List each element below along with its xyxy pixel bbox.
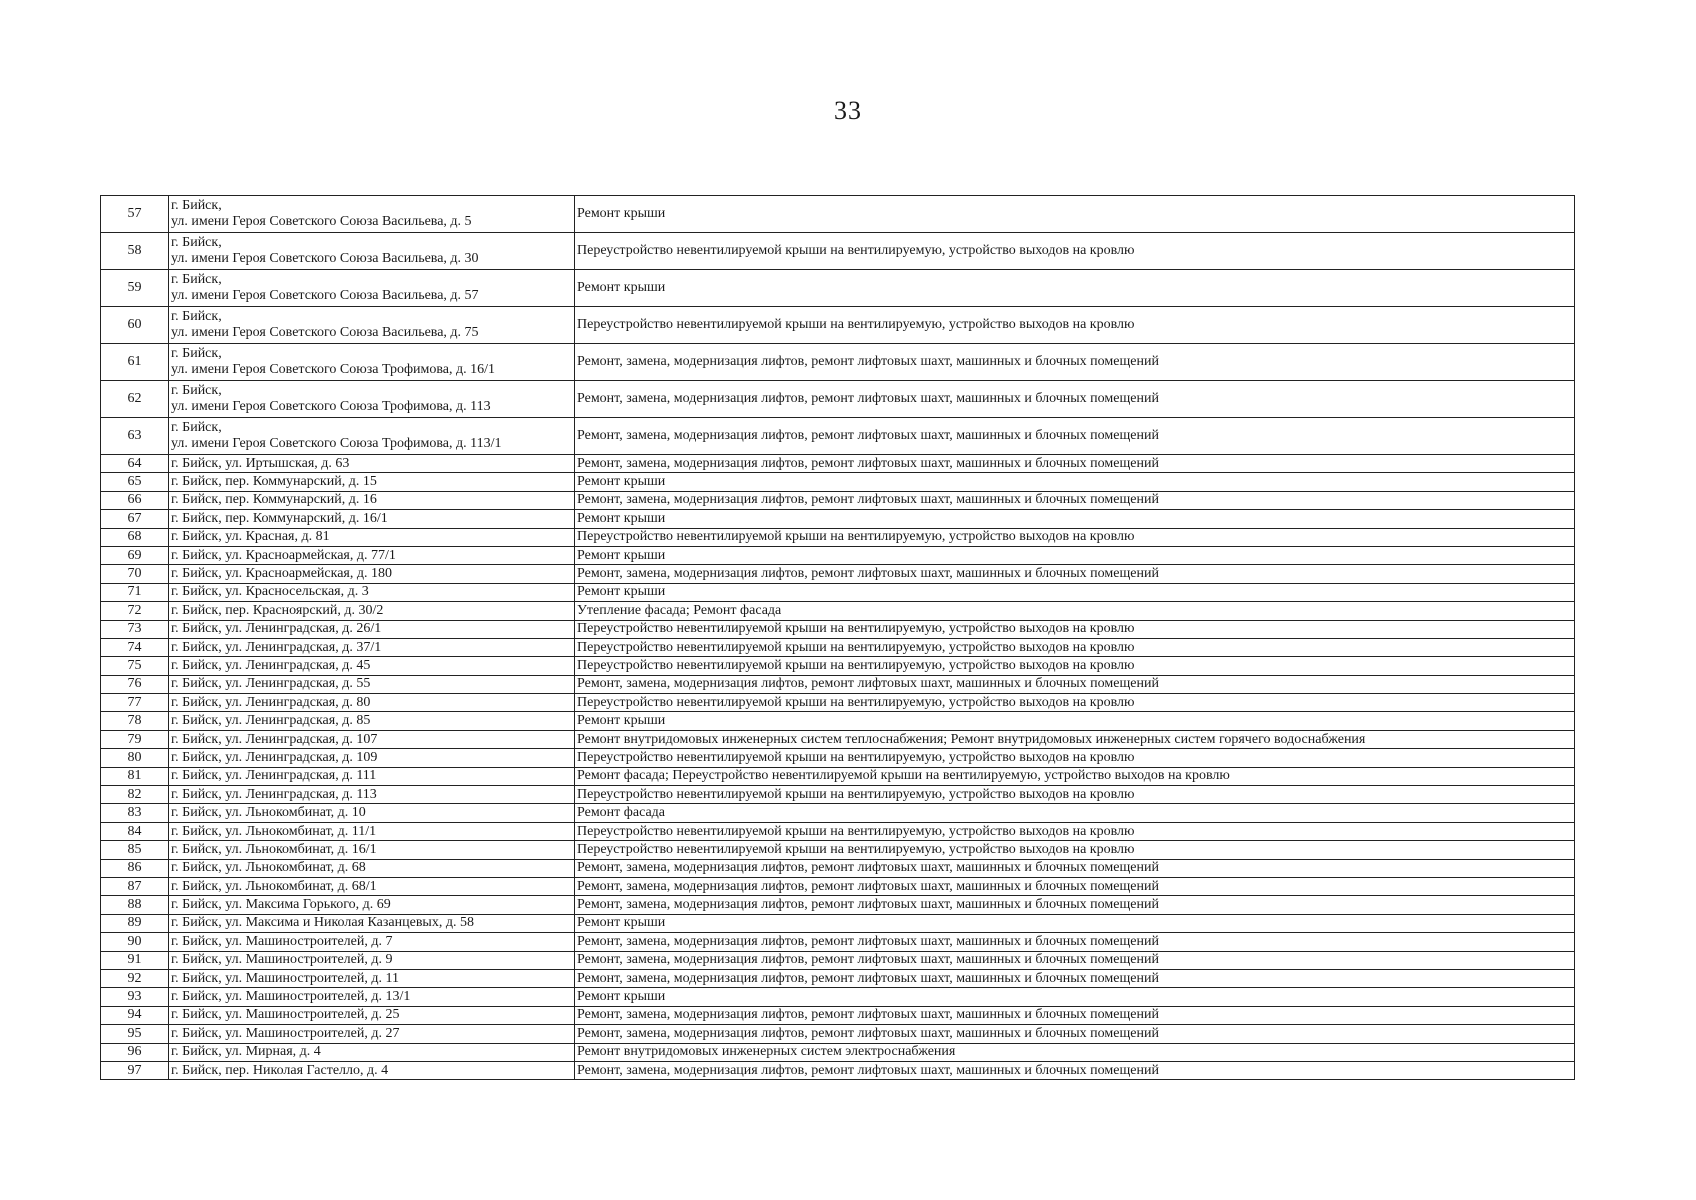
address-cell: [169, 565, 575, 583]
table-row: [101, 344, 1575, 381]
address-line: ул. имени Героя Советского Союза Трофимова, д. 113/1: [171, 436, 502, 451]
table-row: [101, 620, 1575, 638]
table-row: [101, 473, 1575, 491]
table-row: [101, 767, 1575, 785]
address-cell: [169, 1006, 575, 1024]
address-line: г. Бийск, ул. Ленинградская, д. 113: [171, 786, 377, 802]
address-line: г. Бийск, ул. Льнокомбинат, д. 68/1: [171, 878, 377, 894]
row-number: 83: [101, 804, 169, 822]
repair-registry-table: [100, 195, 1575, 1080]
work-type-cell: Ремонт крыши: [575, 712, 1575, 730]
address-cell: [169, 804, 575, 822]
work-type-cell: Переустройство невентилируемой крыши на вентилируемую, устройство выходов на кровлю: [575, 638, 1575, 656]
table-row: [101, 418, 1575, 455]
work-type-cell: Ремонт, замена, модернизация лифтов, ремонт лифтовых шахт, машинных и блочных помещений: [575, 565, 1575, 583]
row-number: 84: [101, 822, 169, 840]
table-row: [101, 786, 1575, 804]
work-type-cell: Ремонт крыши: [575, 546, 1575, 564]
table-row: [101, 1025, 1575, 1043]
table-row: [101, 528, 1575, 546]
table-row: [101, 1043, 1575, 1061]
row-number: 73: [101, 620, 169, 638]
row-number: 93: [101, 988, 169, 1006]
address-line: г. Бийск, ул. Ленинградская, д. 45: [171, 657, 371, 673]
table-row: [101, 546, 1575, 564]
address-line: ул. имени Героя Советского Союза Васильева, д. 57: [171, 288, 479, 303]
row-number: 59: [101, 270, 169, 307]
row-number: 70: [101, 565, 169, 583]
table-row: [101, 730, 1575, 748]
address-line: г. Бийск, ул. Ленинградская, д. 80: [171, 694, 371, 710]
table-row: [101, 822, 1575, 840]
row-number: 95: [101, 1025, 169, 1043]
address-line: г. Бийск, ул. Ленинградская, д. 55: [171, 676, 371, 692]
address-cell: [169, 877, 575, 895]
address-cell: [169, 712, 575, 730]
row-number: 61: [101, 344, 169, 381]
address-line: г. Бийск, ул. Льнокомбинат, д. 10: [171, 805, 366, 821]
row-number: 79: [101, 730, 169, 748]
address-line: г. Бийск, ул. Машиностроителей, д. 7: [171, 933, 393, 949]
address-cell: [169, 988, 575, 1006]
address-line: ул. имени Героя Советского Союза Васильева, д. 75: [171, 325, 479, 340]
work-type-cell: Ремонт, замена, модернизация лифтов, ремонт лифтовых шахт, машинных и блочных помещений: [575, 455, 1575, 473]
work-type-cell: Ремонт внутридомовых инженерных систем теплоснабжения; Ремонт внутридомовых инженерных систем горячего водоснабжения: [575, 730, 1575, 748]
work-type-cell: Переустройство невентилируемой крыши на вентилируемую, устройство выходов на кровлю: [575, 749, 1575, 767]
table-row: [101, 969, 1575, 987]
address-cell: [169, 1043, 575, 1061]
address-cell: [169, 233, 575, 270]
address-line: г. Бийск, ул. Ленинградская, д. 26/1: [171, 621, 382, 637]
work-type-cell: Переустройство невентилируемой крыши на вентилируемую, устройство выходов на кровлю: [575, 528, 1575, 546]
table-row: [101, 583, 1575, 601]
table-row: [101, 1006, 1575, 1024]
address-cell: [169, 841, 575, 859]
row-number: 60: [101, 307, 169, 344]
row-number: 80: [101, 749, 169, 767]
table-row: [101, 712, 1575, 730]
address-cell: [169, 730, 575, 748]
address-line: г. Бийск, ул. Ленинградская, д. 107: [171, 731, 378, 747]
row-number: 81: [101, 767, 169, 785]
row-number: 62: [101, 381, 169, 418]
address-line: ул. имени Героя Советского Союза Трофимова, д. 113: [171, 399, 491, 414]
row-number: 64: [101, 455, 169, 473]
address-cell: [169, 657, 575, 675]
work-type-cell: Ремонт, замена, модернизация лифтов, ремонт лифтовых шахт, машинных и блочных помещений: [575, 418, 1575, 455]
row-number: 78: [101, 712, 169, 730]
table-row: [101, 914, 1575, 932]
row-number: 75: [101, 657, 169, 675]
table-row: [101, 933, 1575, 951]
address-cell: [169, 381, 575, 418]
address-line: г. Бийск, ул. Льнокомбинат, д. 16/1: [171, 841, 377, 857]
address-line: г. Бийск,: [171, 346, 222, 361]
row-number: 66: [101, 491, 169, 509]
table-row: [101, 675, 1575, 693]
table-row: [101, 877, 1575, 895]
address-cell: [169, 969, 575, 987]
address-line: г. Бийск, ул. Максима и Николая Казанцевых, д. 58: [171, 915, 474, 931]
address-cell: [169, 749, 575, 767]
row-number: 65: [101, 473, 169, 491]
row-number: 63: [101, 418, 169, 455]
address-cell: [169, 307, 575, 344]
work-type-cell: Ремонт крыши: [575, 270, 1575, 307]
address-line: ул. имени Героя Советского Союза Васильева, д. 5: [171, 214, 472, 229]
address-cell: [169, 951, 575, 969]
address-cell: [169, 418, 575, 455]
address-line: г. Бийск, ул. Красносельская, д. 3: [171, 584, 369, 600]
address-cell: [169, 491, 575, 509]
address-line: г. Бийск, ул. Ленинградская, д. 37/1: [171, 639, 382, 655]
row-number: 72: [101, 602, 169, 620]
table-row: [101, 196, 1575, 233]
table-row: [101, 307, 1575, 344]
address-line: г. Бийск, ул. Ленинградская, д. 111: [171, 768, 377, 784]
table-row: [101, 951, 1575, 969]
address-cell: [169, 344, 575, 381]
address-line: г. Бийск, ул. Красноармейская, д. 77/1: [171, 547, 396, 563]
address-line: г. Бийск, ул. Льнокомбинат, д. 68: [171, 860, 366, 876]
address-line: г. Бийск, ул. Максима Горького, д. 69: [171, 897, 391, 913]
row-number: 71: [101, 583, 169, 601]
work-type-cell: Ремонт, замена, модернизация лифтов, ремонт лифтовых шахт, машинных и блочных помещений: [575, 951, 1575, 969]
address-cell: [169, 786, 575, 804]
table-row: [101, 602, 1575, 620]
table-row: [101, 657, 1575, 675]
table-row: [101, 841, 1575, 859]
work-type-cell: Переустройство невентилируемой крыши на вентилируемую, устройство выходов на кровлю: [575, 822, 1575, 840]
address-cell: [169, 455, 575, 473]
row-number: 77: [101, 694, 169, 712]
row-number: 69: [101, 546, 169, 564]
address-line: г. Бийск, пер. Николая Гастелло, д. 4: [171, 1062, 389, 1078]
table-row: [101, 270, 1575, 307]
address-line: г. Бийск, ул. Красноармейская, д. 180: [171, 566, 392, 582]
address-line: г. Бийск,: [171, 309, 222, 324]
address-cell: [169, 675, 575, 693]
row-number: 76: [101, 675, 169, 693]
table-row: [101, 988, 1575, 1006]
table-row: [101, 1061, 1575, 1079]
page-number: 33: [834, 96, 862, 125]
address-line: г. Бийск, пер. Красноярский, д. 30/2: [171, 602, 384, 618]
address-cell: [169, 694, 575, 712]
address-line: ул. имени Героя Советского Союза Трофимова, д. 16/1: [171, 362, 496, 377]
address-cell: [169, 528, 575, 546]
table-row: [101, 565, 1575, 583]
work-type-cell: Переустройство невентилируемой крыши на вентилируемую, устройство выходов на кровлю: [575, 841, 1575, 859]
address-cell: [169, 1025, 575, 1043]
work-type-cell: Ремонт крыши: [575, 510, 1575, 528]
row-number: 68: [101, 528, 169, 546]
address-line: г. Бийск, ул. Мирная, д. 4: [171, 1044, 321, 1060]
address-cell: [169, 822, 575, 840]
address-line: г. Бийск, ул. Ленинградская, д. 109: [171, 749, 378, 765]
address-cell: [169, 914, 575, 932]
work-type-cell: Ремонт фасада: [575, 804, 1575, 822]
address-line: г. Бийск,: [171, 272, 222, 287]
work-type-cell: Ремонт внутридомовых инженерных систем электроснабжения: [575, 1043, 1575, 1061]
address-cell: [169, 1061, 575, 1079]
work-type-cell: Переустройство невентилируемой крыши на вентилируемую, устройство выходов на кровлю: [575, 786, 1575, 804]
row-number: 57: [101, 196, 169, 233]
row-number: 90: [101, 933, 169, 951]
address-cell: [169, 767, 575, 785]
row-number: 94: [101, 1006, 169, 1024]
row-number: 67: [101, 510, 169, 528]
work-type-cell: Ремонт, замена, модернизация лифтов, ремонт лифтовых шахт, машинных и блочных помещений: [575, 381, 1575, 418]
row-number: 96: [101, 1043, 169, 1061]
row-number: 74: [101, 638, 169, 656]
table-row: [101, 859, 1575, 877]
work-type-cell: Ремонт, замена, модернизация лифтов, ремонт лифтовых шахт, машинных и блочных помещений: [575, 1061, 1575, 1079]
table-row: [101, 381, 1575, 418]
table-row: [101, 491, 1575, 509]
address-cell: [169, 473, 575, 491]
row-number: 91: [101, 951, 169, 969]
table-row: [101, 233, 1575, 270]
work-type-cell: Ремонт, замена, модернизация лифтов, ремонт лифтовых шахт, машинных и блочных помещений: [575, 491, 1575, 509]
row-number: 88: [101, 896, 169, 914]
address-cell: [169, 933, 575, 951]
registry-body: [101, 196, 1575, 1080]
work-type-cell: Ремонт крыши: [575, 473, 1575, 491]
work-type-cell: Ремонт, замена, модернизация лифтов, ремонт лифтовых шахт, машинных и блочных помещений: [575, 969, 1575, 987]
work-type-cell: Переустройство невентилируемой крыши на вентилируемую, устройство выходов на кровлю: [575, 307, 1575, 344]
work-type-cell: Ремонт, замена, модернизация лифтов, ремонт лифтовых шахт, машинных и блочных помещений: [575, 933, 1575, 951]
table-row: [101, 455, 1575, 473]
work-type-cell: Ремонт, замена, модернизация лифтов, ремонт лифтовых шахт, машинных и блочных помещений: [575, 859, 1575, 877]
address-line: г. Бийск, ул. Красная, д. 81: [171, 529, 330, 545]
table-row: [101, 749, 1575, 767]
row-number: 97: [101, 1061, 169, 1079]
address-line: г. Бийск, ул. Машиностроителей, д. 11: [171, 970, 399, 986]
address-cell: [169, 583, 575, 601]
address-line: г. Бийск,: [171, 383, 222, 398]
work-type-cell: Переустройство невентилируемой крыши на вентилируемую, устройство выходов на кровлю: [575, 620, 1575, 638]
address-cell: [169, 196, 575, 233]
address-line: г. Бийск, ул. Машиностроителей, д. 27: [171, 1025, 400, 1041]
work-type-cell: Ремонт, замена, модернизация лифтов, ремонт лифтовых шахт, машинных и блочных помещений: [575, 1006, 1575, 1024]
table-row: [101, 896, 1575, 914]
work-type-cell: Ремонт крыши: [575, 196, 1575, 233]
address-line: г. Бийск,: [171, 235, 222, 250]
address-cell: [169, 602, 575, 620]
address-cell: [169, 510, 575, 528]
work-type-cell: Ремонт фасада; Переустройство невентилируемой крыши на вентилируемую, устройство выходов на кровлю: [575, 767, 1575, 785]
address-line: г. Бийск,: [171, 420, 222, 435]
row-number: 89: [101, 914, 169, 932]
address-line: г. Бийск, ул. Льнокомбинат, д. 11/1: [171, 823, 377, 839]
address-line: г. Бийск, пер. Коммунарский, д. 16: [171, 492, 377, 508]
address-cell: [169, 546, 575, 564]
work-type-cell: Ремонт крыши: [575, 988, 1575, 1006]
work-type-cell: Ремонт, замена, модернизация лифтов, ремонт лифтовых шахт, машинных и блочных помещений: [575, 344, 1575, 381]
address-line: ул. имени Героя Советского Союза Васильева, д. 30: [171, 251, 479, 266]
work-type-cell: Переустройство невентилируемой крыши на вентилируемую, устройство выходов на кровлю: [575, 694, 1575, 712]
work-type-cell: Ремонт, замена, модернизация лифтов, ремонт лифтовых шахт, машинных и блочных помещений: [575, 896, 1575, 914]
row-number: 87: [101, 877, 169, 895]
work-type-cell: Ремонт, замена, модернизация лифтов, ремонт лифтовых шахт, машинных и блочных помещений: [575, 877, 1575, 895]
row-number: 92: [101, 969, 169, 987]
address-line: г. Бийск, ул. Машиностроителей, д. 13/1: [171, 989, 411, 1005]
address-cell: [169, 896, 575, 914]
address-line: г. Бийск, ул. Ленинградская, д. 85: [171, 713, 371, 729]
work-type-cell: Ремонт, замена, модернизация лифтов, ремонт лифтовых шахт, машинных и блочных помещений: [575, 675, 1575, 693]
address-line: г. Бийск,: [171, 198, 222, 213]
address-cell: [169, 270, 575, 307]
table-row: [101, 694, 1575, 712]
table-row: [101, 510, 1575, 528]
work-type-cell: Утепление фасада; Ремонт фасада: [575, 602, 1575, 620]
address-line: г. Бийск, пер. Коммунарский, д. 15: [171, 474, 377, 490]
table-row: [101, 638, 1575, 656]
table-row: [101, 804, 1575, 822]
row-number: 82: [101, 786, 169, 804]
row-number: 58: [101, 233, 169, 270]
row-number: 86: [101, 859, 169, 877]
work-type-cell: Ремонт крыши: [575, 914, 1575, 932]
address-line: г. Бийск, ул. Машиностроителей, д. 25: [171, 1007, 400, 1023]
address-line: г. Бийск, пер. Коммунарский, д. 16/1: [171, 510, 388, 526]
address-cell: [169, 638, 575, 656]
work-type-cell: Переустройство невентилируемой крыши на вентилируемую, устройство выходов на кровлю: [575, 657, 1575, 675]
address-line: г. Бийск, ул. Иртышская, д. 63: [171, 455, 350, 471]
work-type-cell: Переустройство невентилируемой крыши на вентилируемую, устройство выходов на кровлю: [575, 233, 1575, 270]
address-line: г. Бийск, ул. Машиностроителей, д. 9: [171, 952, 393, 968]
work-type-cell: Ремонт крыши: [575, 583, 1575, 601]
row-number: 85: [101, 841, 169, 859]
address-cell: [169, 859, 575, 877]
address-cell: [169, 620, 575, 638]
work-type-cell: Ремонт, замена, модернизация лифтов, ремонт лифтовых шахт, машинных и блочных помещений: [575, 1025, 1575, 1043]
